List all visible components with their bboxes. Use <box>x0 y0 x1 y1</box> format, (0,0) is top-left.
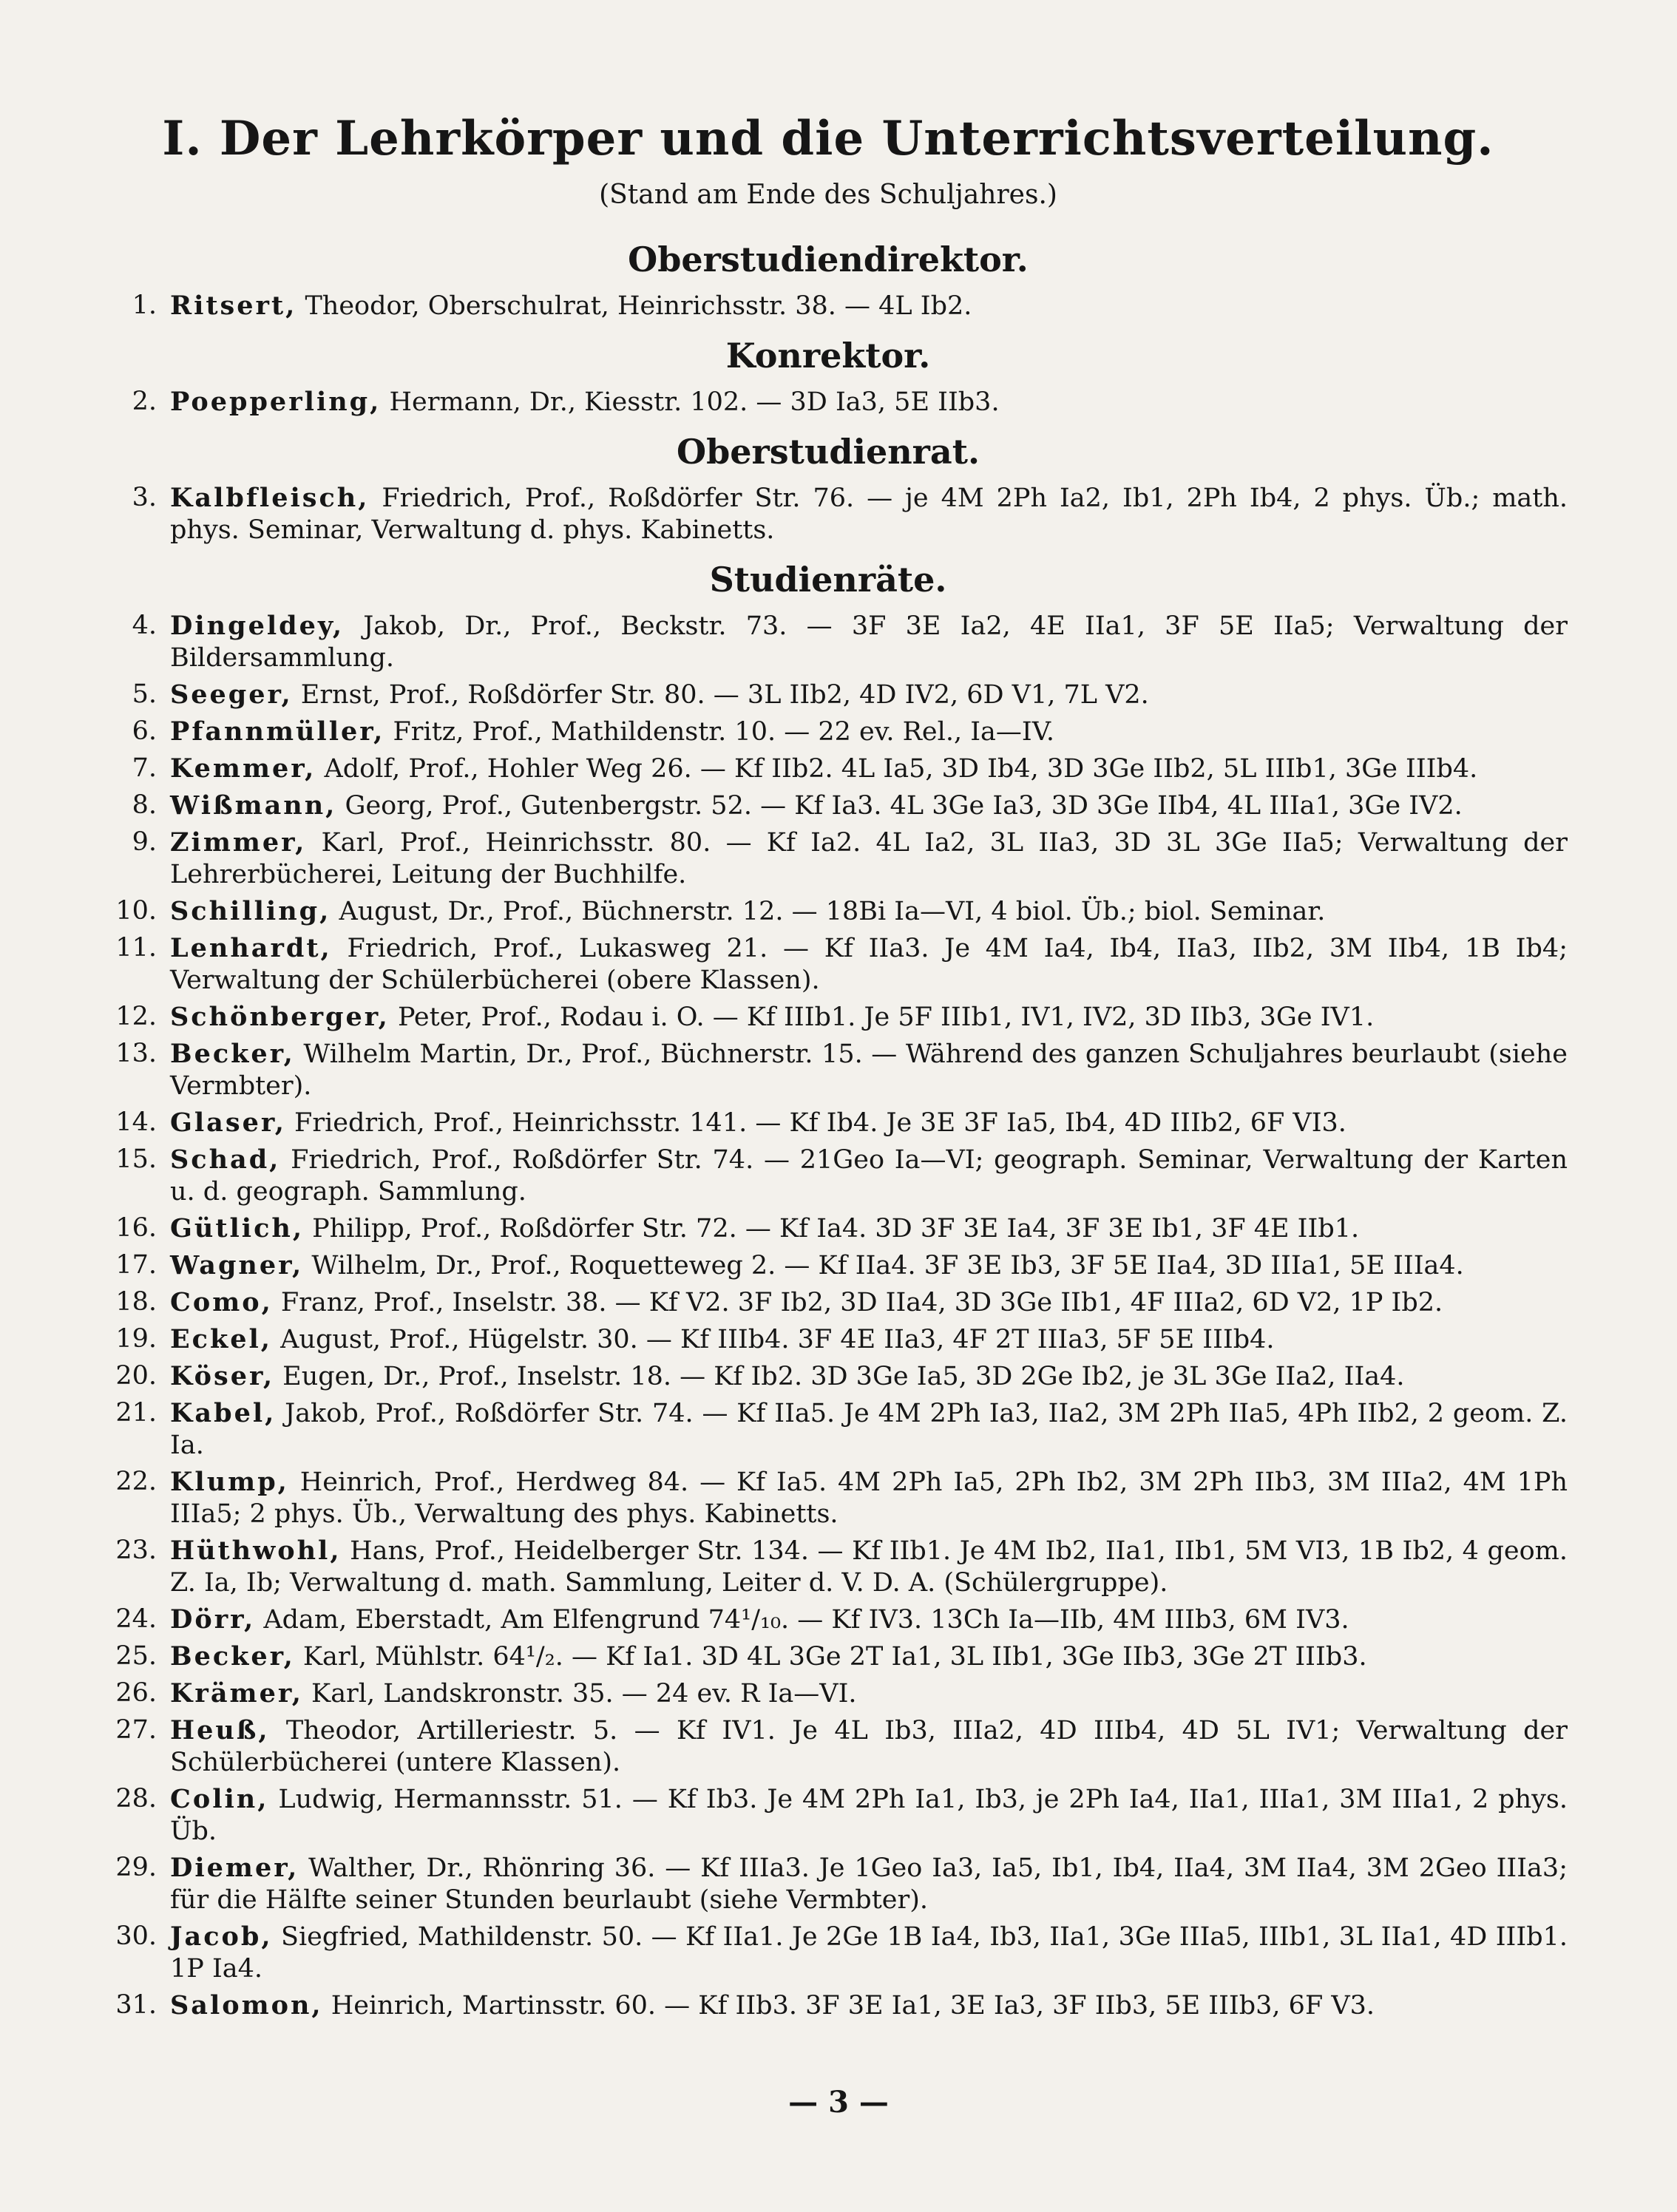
entry-text <box>170 753 1568 785</box>
entry-number: 18. <box>115 1287 157 1317</box>
teacher-surname: Heuß, <box>170 1715 270 1745</box>
entry-text <box>170 716 1568 748</box>
teacher-surname: Salomon, <box>170 1990 323 2021</box>
teacher-details: Theodor, Artilleriestr. 5. — Kf IV1. Je 4L Ib3, IIIa2, 4D IIIb4, 4D 5L IV1; Verwaltung der Schülerbücherei (untere Klassen). <box>170 1716 1568 1777</box>
entry-text <box>170 827 1568 891</box>
teacher-surname: Kabel, <box>170 1398 277 1428</box>
entry-number: 15. <box>115 1144 157 1174</box>
teacher-surname: Gütlich, <box>170 1213 305 1244</box>
entry-number: 7. <box>132 753 157 783</box>
teacher-details: Wilhelm, Dr., Prof., Roquetteweg 2. — Kf IIa4. 3F 3E Ib3, 3F 5E IIa4, 3D IIIa1, 5E IIIa4. <box>303 1251 1464 1280</box>
entry-text <box>170 482 1568 546</box>
staff-entry <box>89 1641 1568 1673</box>
teacher-details: Friedrich, Prof., Heinrichsstr. 141. — Kf Ib4. Je 3E 3F Ia5, Ib4, 4D IIIb2, 6F VI3. <box>285 1108 1346 1138</box>
teacher-surname: Como, <box>170 1287 273 1317</box>
entry-text <box>170 1038 1568 1102</box>
teacher-details: Heinrich, Martinsstr. 60. — Kf IIb3. 3F 3E Ia1, 3E Ia3, 3F IIb3, 5E IIIb3, 6F V3. <box>322 1991 1375 2021</box>
teacher-details: Wilhelm Martin, Dr., Prof., Büchnerstr. 15. — Während des ganzen Schuljahres beurlaubt (siehe Vermbter). <box>170 1039 1568 1101</box>
teacher-surname: Glaser, <box>170 1107 286 1138</box>
document-page <box>89 111 1568 2026</box>
section-heading: Oberstudienrat. <box>677 432 980 472</box>
entry-number: 2. <box>132 387 157 416</box>
staff-entry <box>89 1360 1568 1393</box>
teacher-surname: Schilling, <box>170 896 331 926</box>
staff-entry <box>89 1323 1568 1356</box>
staff-entry <box>89 1783 1568 1848</box>
staff-entry <box>89 1535 1568 1599</box>
entry-number: 13. <box>115 1039 157 1068</box>
section-heading: Oberstudiendirektor. <box>628 240 1029 279</box>
entry-number: 11. <box>115 933 157 963</box>
entry-text <box>170 386 1568 418</box>
entry-text <box>170 1212 1568 1245</box>
teacher-details: Jakob, Dr., Prof., Beckstr. 73. — 3F 3E Ia2, 4E IIa1, 3F 5E IIa5; Verwaltung der Bildersammlung. <box>170 611 1568 673</box>
teacher-details: Franz, Prof., Inselstr. 38. — Kf V2. 3F Ib2, 3D IIa4, 3D 3Ge IIb1, 4F IIIa2, 6D V2, 1P Ib2. <box>272 1288 1443 1317</box>
teacher-details: Jakob, Prof., Roßdörfer Str. 74. — Kf IIa5. Je 4M 2Ph Ia3, IIa2, 3M 2Ph IIa5, 4Ph IIb2, 2 geom. Z. Ia. <box>170 1399 1568 1460</box>
staff-entry <box>89 679 1568 711</box>
staff-entry <box>89 932 1568 997</box>
entry-number: 16. <box>115 1213 157 1243</box>
teacher-details: Karl, Mühlstr. 64¹/₂. — Kf Ia1. 3D 4L 3Ge 2T Ia1, 3L IIb1, 3Ge IIb3, 3Ge 2T IIIb3. <box>294 1642 1367 1672</box>
teacher-details: Adolf, Prof., Hohler Weg 26. — Kf IIb2. 4L Ia5, 3D Ib4, 3D 3Ge IIb2, 5L IIIb1, 3Ge IIIb4. <box>316 754 1478 784</box>
teacher-details: Georg, Prof., Gutenbergstr. 52. — Kf Ia3. 4L 3Ge Ia3, 3D 3Ge IIb4, 4L IIIa1, 3Ge IV2. <box>336 791 1463 821</box>
entry-text <box>170 1360 1568 1393</box>
entry-text <box>170 1535 1568 1599</box>
staff-entry <box>89 1397 1568 1462</box>
entry-number: 8. <box>132 790 157 820</box>
teacher-surname: Zimmer, <box>170 827 307 858</box>
entry-number: 23. <box>115 1536 157 1565</box>
teacher-details: Hans, Prof., Heidelberger Str. 134. — Kf IIb1. Je 4M Ib2, IIa1, IIb1, 5M VI3, 1B Ib2, 4 geom. Z. Ia, Ib; Verwaltung d. math. Sammlung, Leiter d. V. D. A. (Schülergruppe). <box>170 1536 1568 1598</box>
teacher-details: Heinrich, Prof., Herdweg 84. — Kf Ia5. 4M 2Ph Ia5, 2Ph Ib2, 3M 2Ph IIb3, 3M IIIa2, 4M 1Ph IIIa5; 2 phys. Üb., Verwaltung des phys. Kabinetts. <box>170 1468 1568 1529</box>
teacher-details: August, Prof., Hügelstr. 30. — Kf IIIb4. 3F 4E IIa3, 4F 2T IIIa3, 5F 5E IIIb4. <box>272 1325 1275 1354</box>
entry-number: 14. <box>115 1107 157 1137</box>
teacher-details: Peter, Prof., Rodau i. O. — Kf IIIb1. Je 5F IIIb1, IV1, IV2, 3D IIb3, 3Ge IV1. <box>389 1002 1375 1032</box>
staff-entry <box>89 290 1568 322</box>
entry-number: 10. <box>115 896 157 926</box>
entry-text <box>170 1714 1568 1779</box>
entry-number: 19. <box>115 1324 157 1354</box>
entry-text <box>170 1001 1568 1034</box>
entry-text <box>170 610 1568 674</box>
entry-number: 21. <box>115 1398 157 1428</box>
entry-number: 30. <box>115 1921 157 1951</box>
page-number: — 3 — <box>788 2085 889 2120</box>
entry-number: 31. <box>115 1990 157 2020</box>
entry-text <box>170 1286 1568 1319</box>
teacher-surname: Colin, <box>170 1784 269 1814</box>
teacher-surname: Becker, <box>170 1641 295 1672</box>
entry-number: 26. <box>115 1678 157 1708</box>
teacher-details: Eugen, Dr., Prof., Inselstr. 18. — Kf Ib2. 3D 3Ge Ia5, 3D 2Ge Ib2, je 3L 3Ge IIa2, IIa4. <box>274 1362 1405 1391</box>
staff-entry <box>89 1286 1568 1319</box>
entry-text <box>170 1466 1568 1530</box>
entry-number: 20. <box>115 1361 157 1391</box>
entry-text <box>170 1641 1568 1673</box>
entry-text <box>170 1783 1568 1848</box>
entry-number: 24. <box>115 1604 157 1634</box>
entry-number: 17. <box>115 1250 157 1280</box>
staff-entry <box>89 1038 1568 1102</box>
teacher-surname: Schönberger, <box>170 1002 390 1032</box>
entry-text <box>170 290 1568 322</box>
staff-entry <box>89 610 1568 674</box>
teacher-surname: Dörr, <box>170 1604 256 1635</box>
teacher-details: Siegfried, Mathildenstr. 50. — Kf IIa1. Je 2Ge 1B Ia4, Ib3, IIa1, 3Ge IIIa5, IIIb1, 3L IIa1, 4D IIIb1. 1P Ia4. <box>170 1922 1568 1984</box>
teacher-surname: Becker, <box>170 1039 295 1069</box>
teacher-surname: Pfannmüller, <box>170 716 385 747</box>
entry-text <box>170 1249 1568 1282</box>
teacher-details: Fritz, Prof., Mathildenstr. 10. — 22 ev. Rel., Ia—IV. <box>384 717 1055 747</box>
entry-number: 12. <box>115 1002 157 1031</box>
staff-entry <box>89 1714 1568 1779</box>
staff-entry <box>89 753 1568 785</box>
teacher-surname: Hüthwohl, <box>170 1536 342 1566</box>
entry-text <box>170 895 1568 928</box>
entry-number: 28. <box>115 1784 157 1814</box>
staff-entry <box>89 790 1568 822</box>
page-title: I. Der Lehrkörper und die Unterrichtsverteilung. <box>162 111 1494 166</box>
teacher-details: Philipp, Prof., Roßdörfer Str. 72. — Kf Ia4. 3D 3F 3E Ia4, 3F 3E Ib1, 3F 4E IIb1. <box>304 1214 1360 1244</box>
entry-text <box>170 679 1568 711</box>
entry-text <box>170 1921 1568 1985</box>
teacher-surname: Kalbfleisch, <box>170 483 370 513</box>
staff-entry <box>89 1604 1568 1636</box>
staff-list <box>89 240 1568 2022</box>
entry-text <box>170 1397 1568 1462</box>
teacher-details: Friedrich, Prof., Roßdörfer Str. 76. — je 4M 2Ph Ia2, Ib1, 2Ph Ib4, 2 phys. Üb.; math. phys. Seminar, Verwaltung d. phys. Kabinetts. <box>170 484 1568 545</box>
staff-entry <box>89 1212 1568 1245</box>
entry-text <box>170 1852 1568 1916</box>
staff-entry <box>89 1466 1568 1530</box>
teacher-details: Ludwig, Hermannsstr. 51. — Kf Ib3. Je 4M 2Ph Ia1, Ib3, je 2Ph Ia4, IIa1, IIIa1, 3M IIIa1, 2 phys. Üb. <box>170 1785 1568 1846</box>
teacher-surname: Ritsert, <box>170 291 297 321</box>
staff-entry <box>89 716 1568 748</box>
teacher-surname: Seeger, <box>170 679 293 710</box>
teacher-surname: Jacob, <box>170 1921 273 1952</box>
teacher-surname: Eckel, <box>170 1324 272 1354</box>
staff-entry <box>89 827 1568 891</box>
staff-entry <box>89 1852 1568 1916</box>
staff-entry <box>89 1249 1568 1282</box>
teacher-details: Friedrich, Prof., Roßdörfer Str. 74. — 21Geo Ia—VI; geograph. Seminar, Verwaltung der Karten u. d. geograph. Sammlung. <box>170 1145 1568 1207</box>
staff-entry <box>89 482 1568 546</box>
entry-number: 6. <box>132 716 157 746</box>
teacher-details: Karl, Prof., Heinrichsstr. 80. — Kf Ia2. 4L Ia2, 3L IIa3, 3D 3L 3Ge IIa5; Verwaltung der Lehrerbücherei, Leitung der Buchhilfe. <box>170 828 1568 889</box>
entry-text <box>170 1604 1568 1636</box>
teacher-surname: Schad, <box>170 1144 281 1175</box>
entry-number: 25. <box>115 1641 157 1671</box>
staff-entry <box>89 1989 1568 2022</box>
teacher-surname: Wagner, <box>170 1250 304 1280</box>
entry-text <box>170 1677 1568 1710</box>
teacher-details: Adam, Eberstadt, Am Elfengrund 74¹/₁₀. — Kf IV3. 13Ch Ia—IIb, 4M IIIb3, 6M IV3. <box>255 1605 1349 1635</box>
teacher-surname: Köser, <box>170 1361 275 1391</box>
entry-number: 29. <box>115 1853 157 1882</box>
entry-number: 27. <box>115 1715 157 1745</box>
staff-entry <box>89 895 1568 928</box>
entry-text <box>170 1144 1568 1208</box>
page-subtitle: (Stand am Ende des Schuljahres.) <box>599 180 1057 210</box>
teacher-details: Hermann, Dr., Kiesstr. 102. — 3D Ia3, 5E IIb3. <box>381 387 1000 417</box>
teacher-details: August, Dr., Prof., Büchnerstr. 12. — 18Bi Ia—VI, 4 biol. Üb.; biol. Seminar. <box>331 897 1326 926</box>
entry-text <box>170 1107 1568 1139</box>
teacher-surname: Klump, <box>170 1467 289 1497</box>
entry-number: 22. <box>115 1467 157 1496</box>
entry-text <box>170 1323 1568 1356</box>
teacher-details: Theodor, Oberschulrat, Heinrichsstr. 38. — 4L Ib2. <box>297 291 972 321</box>
teacher-surname: Diemer, <box>170 1853 299 1883</box>
teacher-surname: Kemmer, <box>170 753 316 784</box>
entry-number: 4. <box>132 611 157 640</box>
teacher-details: Ernst, Prof., Roßdörfer Str. 80. — 3L IIb2, 4D IV2, 6D V1, 7L V2. <box>292 680 1149 710</box>
staff-entry <box>89 1001 1568 1034</box>
teacher-details: Friedrich, Prof., Lukasweg 21. — Kf IIa3. Je 4M Ia4, Ib4, IIa3, IIb2, 3M IIb4, 1B Ib4; Verwaltung der Schülerbücherei (obere Klassen). <box>170 934 1568 995</box>
staff-entry <box>89 1677 1568 1710</box>
entry-text <box>170 1989 1568 2022</box>
teacher-surname: Dingeldey, <box>170 611 345 641</box>
entry-number: 9. <box>132 827 157 857</box>
staff-entry <box>89 1144 1568 1208</box>
entry-number: 1. <box>132 291 157 320</box>
section-heading: Konrektor. <box>725 336 931 376</box>
staff-entry <box>89 1921 1568 1985</box>
teacher-details: Walther, Dr., Rhönring 36. — Kf IIIa3. Je 1Geo Ia3, Ia5, Ib1, Ib4, IIa4, 3M IIa4, 3M 2Geo IIIa3; für die Hälfte seiner Stunden beurlaubt (siehe Vermbter). <box>170 1853 1568 1915</box>
teacher-surname: Krämer, <box>170 1678 303 1709</box>
entry-number: 5. <box>132 679 157 709</box>
teacher-surname: Lenhardt, <box>170 933 332 963</box>
entry-number: 3. <box>132 483 157 512</box>
teacher-surname: Wißmann, <box>170 790 337 821</box>
staff-entry <box>89 386 1568 418</box>
teacher-surname: Poepperling, <box>170 387 382 417</box>
staff-entry <box>89 1107 1568 1139</box>
teacher-details: Karl, Landskronstr. 35. — 24 ev. R Ia—VI. <box>302 1679 857 1709</box>
entry-text <box>170 790 1568 822</box>
entry-text <box>170 932 1568 997</box>
section-heading: Studienräte. <box>709 560 947 600</box>
